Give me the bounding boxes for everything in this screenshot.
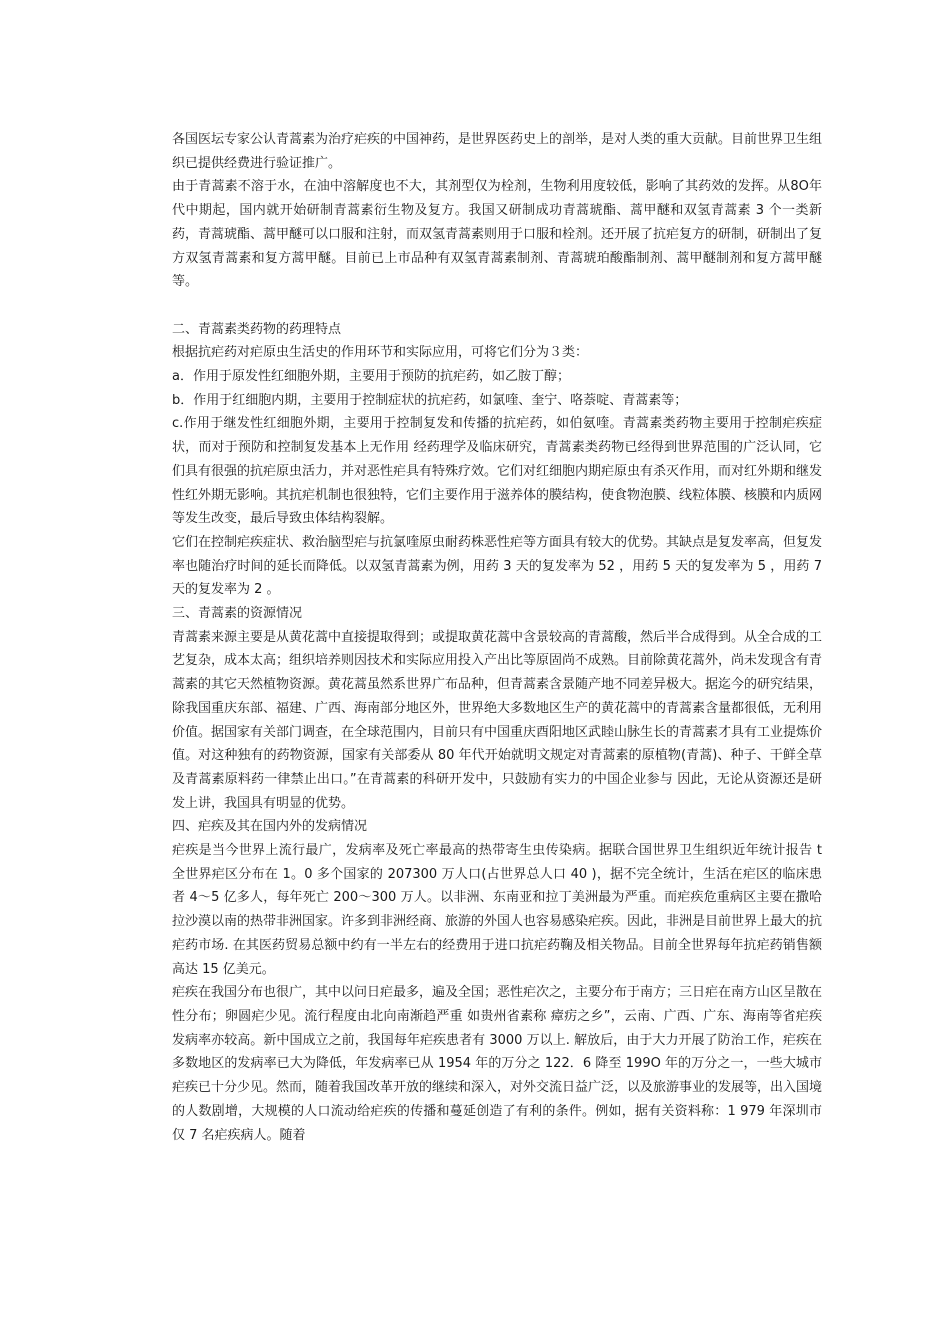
section-heading-resources: 三、青蒿素的资源情况 [172,606,303,622]
paragraph-advantages: 它们在控制疟疾症状、救治脑型疟与抗氯喹原虫耐药株恶性疟等方面具有较大的优势。其缺点是复发率高，但复发率也随治疗时间的延长而降低。以双氢青蒿素为例，用药 3 天的复发率为 52 ，用药 5 天的复发率为 5 ，用药 7 天的复发率为 2 。 [172,534,823,598]
paragraph-classification: 根据抗疟药对疟原虫生活史的作用环节和实际应用，可将它们分为３类： [172,345,589,361]
paragraph-derivatives: 由于青蒿素不溶于水，在油中溶解度也不大，其剂型仅为栓剂，生物利用度较低，影响了其药效的发挥。从8O年代中期起，国内就开始研制青蒿素衍生物及复方。我国又研制成功青蒿琥酯、蒿甲醚和双氢青蒿素 3 个一类新药，青蒿琥酯、蒿甲醚可以口服和注射，而双氢青蒿素则用于口服和栓剂。还开展了抗疟复方的研制，研制出了复方双氢青蒿素和复方蒿甲醚。目前已上市品种有双氢青蒿素制剂、青蒿琥珀酸酯制剂、蒿甲醚制剂和复方蒿甲醚等。 [172,179,823,290]
list-item-a: a．作用于原发性红细胞外期，主要用于预防的抗疟药，如乙胺丁醇； [172,369,570,385]
document-page [172,128,822,1147]
section-heading-pharmacology: 二、青蒿素类药物的药理特点 [172,321,342,337]
paragraph-world-malaria: 疟疾是当今世界上流行最广，发病率及死亡率最高的热带寄生虫传染病。据联合国世界卫生组织近年统计报告 t 全世界疟区分布在 1。0 多个国家的 207300 万人口(占世界总人口 40 )，据不完全统计，生活在疟区的临床患者 4～5 亿多人，每年死亡 200～300 万人。以非洲、东南亚和拉丁美洲最为严重。而疟疾危重病区主要在撒哈拉沙漠以南的热带非洲国家。许多到非洲经商、旅游的外国人也容易感染疟疾。因此，非洲是目前世界上最大的抗疟药市场. 在其医药贸易总额中约有一半左右的经费用于进口抗疟药鞠及相关物品。目前全世界每年抗疟药销售额高达 15 亿美元。 [172,843,823,977]
paragraph-china-malaria: 疟疾在我国分布也很广，其中以问日疟最多，遍及全国；恶性疟次之，主要分布于南方；三日疟在南方山区呈散在性分布；卵圆疟少见。流行程度由北向南渐趋严重 如贵州省素称 瘴疠之乡”，云南、广西、广东、海南等省疟疾发病率亦较高。新中国成立之前，我国每年疟疾患者有 3000 万以上. 解放后，由于大力开展了防治工作，疟疾在多数地区的发病率已大为降低，年发病率已从 1954 年的万分之 122．6 降至 199O 年的万分之一，一些大城市疟疾已十分少见。然而，随着我国改革开放的继续和深入，对外交流日益广泛，以及旅游事业的发展等，出入国境的人数剧增，大规模的人口流动给疟疾的传播和蔓延创造了有利的条件。例如，据有关资料称：1 979 年深圳市仅 7 名疟疾病人。随着 [172,985,823,1143]
section-heading-epidemiology: 四、疟疾及其在国内外的发病情况 [172,819,368,835]
list-item-b: b．作用于红细胞内期，主要用于控制症状的抗疟药，如氯喹、奎宁、咯萘啶、青蒿素等； [172,392,688,408]
list-item-c: c.作用于继发性红细胞外期，主要用于控制复发和传播的抗疟药，如伯氨喹。青蒿素类药物主要用于控制疟疾症状，而对于预防和控制复发基本上无作用 经药理学及临床研究，青蒿素类药物已经得到世界范围的广泛认同，它们具有很强的抗疟原虫活力，并对恶性疟具有特殊疗效。它们对红细胞内期疟原虫有杀灭作用，而对红外期和继发性红外期无影响。其抗疟机制也很独特，它们主要作用于滋养体的膜结构，使食物泡膜、线粒体膜、核膜和内质网等发生改变，最后导致虫体结构裂解。 [172,416,823,527]
paragraph-gap [172,294,822,318]
paragraph-intro: 各国医坛专家公认青蒿素为治疗疟疾的中国神药，是世界医药史上的剖举，是对人类的重大贡献。目前世界卫生组织已提供经费进行验证推广。 [172,132,823,171]
paragraph-resources: 青蒿素来源主要是从黄花蒿中直接提取得到；或提取黄花蒿中含景较高的青蒿酸，然后半合成得到。从全合成的工艺复杂，成本太高；组织培养则因技术和实际应用投入产出比等原固尚不成熟。目前除黄花蒿外，尚未发现含有青蒿素的其它天然植物资源。黄花蒿虽然系世界广布品种，但青蒿素含景随产地不同差异极大。据迄今的研究结果，除我国重庆东部、福建、广西、海南部分地区外，世界绝大多数地区生产的黄花蒿中的青蒿素含量都很低，无利用价值。据国家有关部门调查，在全球范围内，目前只有中国重庆酉阳地区武睦山脉生长的青蒿素才具有工业提炼价值。对这种独有的药物资源，国家有关部委从 80 年代开始就明文规定对青蒿素的原植物(青蒿)、种子、干鲜全草及青蒿素原料药一律禁止出口。”在青蒿素的科研开发中，只鼓励有实力的中国企业参与 因此，无论从资源还是研发上讲，我国具有明显的优势。 [172,629,823,811]
